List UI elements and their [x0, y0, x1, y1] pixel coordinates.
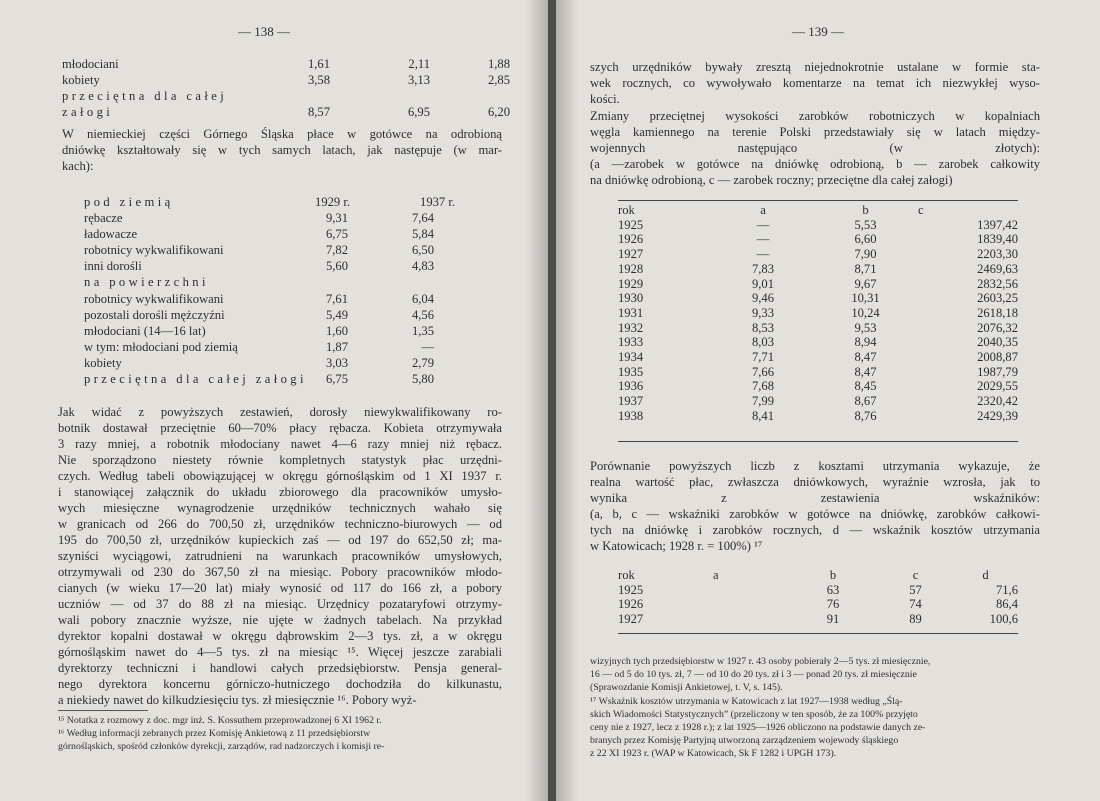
cell-value: 3,13 [407, 73, 430, 87]
table-cell: 1937 [618, 394, 644, 409]
table-cell: 1926 [618, 232, 644, 247]
text-line: realna wartość płac, zwłaszcza dniówkowych, wyraźnie wzrosła, jak to [590, 475, 1040, 489]
cell-value: 2,11 [408, 57, 430, 71]
table-cell: 1936 [618, 379, 644, 394]
text-line: na dniówkę odrobioną, c — zarobek roczny; przeciętne dla całej załogi) [590, 173, 953, 187]
table-cell: 10,24 [851, 305, 880, 320]
text-line: uczniów — od 37 do 88 zł na miesiąc. Urzędnicy pozataryfowi otrzymy- [58, 597, 502, 611]
table-row [618, 262, 1018, 277]
cell-value: 1,87 [325, 339, 348, 354]
table-row [618, 218, 1018, 233]
column-header: 1929 r. [315, 195, 350, 209]
table-cell: 2040,35 [977, 335, 1018, 350]
gutter-shadow [556, 0, 578, 801]
page-number-left: — 138 — [238, 24, 290, 39]
text-line: węgla kamiennego na terenie Polski przedstawiały się w latach między- [590, 125, 1040, 139]
table-cell: 63 [826, 582, 840, 597]
table-row [618, 612, 1018, 627]
row-label: młodociani (14—16 lat) [84, 323, 206, 338]
text-line: cianych (w wieku 17—20 lat) miały wynosić od 117 do 166 zł, a pobory [58, 581, 502, 595]
text-line: czych. Według tabeli obowiązującej w okręgu górnośląskim od 1 XI 1937 r. [58, 469, 502, 483]
text-line: tych na dniówkę i zarobków rocznych, d — wskaźnik kosztów utrzymania [590, 523, 1040, 537]
cell-value: 7,61 [325, 291, 348, 306]
cell-value: 8,57 [307, 105, 330, 119]
cell-value: 6,95 [407, 105, 430, 119]
table-section-label: pod ziemią [84, 195, 174, 209]
cell-value: 2,79 [411, 355, 434, 370]
table-cell: 7,71 [751, 350, 775, 365]
footnote-line: ceny nie z 1927, lecz z 1928 r.); z lat 1925—1926 obliczono na podstawie danych ze- [590, 722, 926, 734]
footnote-line: 16 — od 5 do 10 tys. zł, 7 — od 10 do 20 tys. zł i 3 — ponad 20 tys. zł miesięcznie [590, 669, 917, 681]
table-cell: 2029,55 [977, 379, 1018, 394]
page-number-right: — 139 — [792, 24, 844, 39]
table-row [618, 379, 1018, 394]
text-line: 195 do 700,50 zł, urzędników kupieckich zaś — od 197 do 652,50 zł; ma- [58, 533, 502, 547]
table-cell: 89 [909, 612, 922, 627]
table-cell: 1935 [618, 364, 644, 379]
table-cell: 1925 [618, 217, 644, 232]
table1-top-rule [618, 200, 1018, 201]
table1-bottom-rule [618, 441, 1018, 442]
cell-value: 4,56 [411, 307, 434, 322]
table-cell: 2618,18 [977, 305, 1018, 320]
column-header: rok [618, 203, 635, 217]
cell-value: 5,60 [325, 259, 348, 274]
table-cell: 1933 [618, 335, 644, 350]
column-header: rok [618, 568, 635, 582]
footnote-rule [58, 710, 148, 711]
row-label: ładowacze [84, 227, 138, 242]
column-header: b [829, 568, 837, 582]
text-line: (a —zarobek w gotówce na dniówkę odrobioną, b — zarobek całkowity [590, 157, 1040, 171]
cell-value: 2,85 [487, 73, 510, 87]
table-cell: 9,01 [751, 276, 775, 291]
cell-value: — [421, 339, 434, 354]
text-line: Zmiany przeciętnej wysokości zarobków robotniczych w kopalniach [590, 109, 1040, 123]
table-cell: 1987,79 [977, 364, 1018, 379]
table-cell: 8,41 [751, 408, 775, 423]
cell-value: 6,75 [325, 227, 348, 242]
table-cell: 8,76 [854, 408, 877, 423]
table-cell: 57 [909, 582, 922, 597]
table-cell: 5,53 [854, 217, 877, 232]
text-line: Nie sporządzono niestety równie kompletnych statystyk płac urzędni- [58, 453, 502, 467]
right-paragraph-2 [590, 108, 1040, 188]
index-table [618, 568, 1018, 627]
table-cell: 2008,87 [977, 350, 1018, 365]
text-line: (a, b, c — wskaźniki zarobków w gotówce na dniówkę, zarobków całkowi- [590, 507, 1040, 521]
text-line: dyrektorzy techniczni i handlowi całych przedsiębiorstw. Pensja general- [58, 661, 502, 675]
right-paragraph-3 [590, 458, 1040, 554]
table-row [618, 409, 1018, 424]
text-line: wynika z zestawienia wskaźników: [590, 491, 1040, 505]
cell-value: 7,82 [325, 243, 348, 258]
cell-value: 5,80 [411, 372, 434, 386]
column-header: c [912, 568, 919, 582]
row-label: pozostali dorośli mężczyźni [84, 307, 225, 322]
table-cell: 1931 [618, 305, 644, 320]
table-cell [713, 583, 788, 598]
table-cell: 2603,25 [977, 291, 1018, 306]
table-cell: 1926 [618, 597, 644, 612]
gutter-shadow [526, 0, 548, 801]
column-header: a [760, 203, 766, 217]
table-cell [713, 612, 788, 627]
text-line: w granicach od 266 do 700,50 zł, urzędników techniczno-biurowych — od [58, 517, 502, 531]
cell-value: 1,61 [307, 57, 330, 71]
table-cell: 74 [909, 597, 922, 612]
table-row [618, 306, 1018, 321]
table-cell: 2320,42 [977, 394, 1018, 409]
table-cell: 1934 [618, 350, 644, 365]
table-cell: 1930 [618, 291, 644, 306]
table-cell: 1938 [618, 408, 644, 423]
cell-value: 9,31 [325, 211, 348, 225]
table-cell: 8,71 [854, 261, 877, 276]
table-cell: 7,90 [854, 247, 877, 262]
cell-value: 4,83 [411, 259, 434, 274]
text-line: w Katowicach; 1928 r. = 100%) ¹⁷ [590, 539, 763, 553]
table-cell: 9,53 [854, 320, 877, 335]
table-cell: 7,68 [751, 379, 775, 394]
table-row [618, 335, 1018, 350]
table-cell: 2832,56 [977, 276, 1018, 291]
text-line: botnik dostawał przeciętnie 60—70% płacy rębacza. Kobieta otrzymywała [58, 421, 502, 435]
footnote-line: górnośląskich, spośród członków dyrekcji, zarządów, rad nadzorczych i komisji re- [58, 741, 385, 753]
footnote-line: skich Wiadomości Statystycznych” (przeliczony w ten sposób, że za 100% przyjęto [590, 708, 918, 720]
cell-value: 6,75 [325, 372, 348, 386]
table-cell: 8,45 [854, 379, 877, 394]
row-label: na powierzchni [84, 275, 209, 290]
table-cell: 9,67 [854, 276, 877, 291]
text-line: wojennych następująco (w złotych): [590, 141, 1040, 155]
text-line: szych urzędników bywały zresztą niejednokrotnie ustalane w formie sta- [590, 60, 1040, 74]
cell-value: 3,58 [307, 73, 330, 87]
table-cell: 8,53 [751, 320, 775, 335]
text-line: dniówkę kształtowały się w tych samych latach, jak następuje (w mar- [62, 143, 502, 157]
right-page [556, 0, 1100, 801]
text-line: wek rocznych, co wywoływało komentarze na temat ich niezwykłej wyso- [590, 76, 1040, 90]
table-row [618, 247, 1018, 262]
row-label: inni dorośli [84, 259, 142, 274]
column-header: b [862, 203, 869, 217]
text-line: wych miesięczne wynagrodzenie urzędników technicznych wahało się [58, 501, 502, 515]
table-row [618, 583, 1018, 598]
row-label: w tym: młodociani pod ziemią [84, 339, 238, 354]
table-row [618, 365, 1018, 380]
table-cell [713, 597, 788, 612]
table-cell: 7,66 [751, 364, 775, 379]
table-cell: 6,60 [854, 232, 877, 247]
footnote-line: ¹⁵ Notatka z rozmowy z doc. mgr inż. S. Kossuthem przeprowadzonej 6 XI 1962 r. [58, 715, 382, 726]
row-label: załogi [62, 105, 114, 119]
footnote-line: wizyjnych tych przedsiębiorstw w 1927 r. 43 osoby pobierały 2—5 tys. zł miesięcznie, [590, 656, 931, 667]
column-header: a [713, 568, 719, 582]
text-line: otrzymywali od 230 do 367,50 zł na miesiąc. Pobory pracowników młodo- [58, 565, 502, 579]
footnote-line: (Sprawozdanie Komisji Ankietowej, t. V, s. 145). [590, 682, 783, 694]
table-cell: 8,94 [854, 335, 877, 350]
row-label: młodociani [62, 57, 119, 71]
table-cell: 2076,32 [977, 320, 1018, 335]
text-line: Porównanie powyższych liczb z kosztami utrzymania wykazuje, że [590, 459, 1040, 473]
left-footnotes [58, 714, 502, 754]
text-line: górnośląskim nawet do 4—5 tys. zł na miesiąc ¹⁵. Więcej jeszcze zarabiali [58, 645, 502, 659]
table-cell: — [756, 217, 770, 232]
table-cell: 9,33 [751, 305, 775, 320]
text-line: szyniści wyciągowi, zatrudnieni na warunkach pracowników umysłowych, [58, 549, 502, 563]
row-label: przeciętna dla całej załogi [84, 372, 307, 386]
column-header: 1937 r. [420, 195, 455, 209]
text-line: W niemieckiej części Górnego Śląska płace w gotówce na odrobioną [62, 127, 502, 141]
table-cell: 91 [826, 612, 840, 627]
row-label: robotnicy wykwalifikowani [84, 291, 224, 306]
table-cell: 1927 [618, 612, 644, 627]
table-cell: 1928 [618, 261, 644, 276]
table-cell: 1929 [618, 276, 644, 291]
row-label: kobiety [62, 73, 100, 87]
footnote-line: ¹⁶ Według informacji zebranych przez Komisję Ankietową z 11 przedsiębiorstw [58, 728, 371, 740]
row-label: przeciętna dla całej [62, 89, 228, 103]
table-cell: 100,6 [989, 612, 1018, 627]
table-row [618, 350, 1018, 365]
column-header: d [982, 568, 989, 582]
footnote-line: ¹⁷ Wskaźnik kosztów utrzymania w Katowicach z lat 1927—1938 według „Ślą- [590, 695, 903, 707]
text-line: dyrektor kopalni dostawał w okręgu dąbrowskim 2—3 tys. zł, a w okręgu [58, 629, 502, 643]
text-line: nego dyrektora koncernu górniczo-hutniczego dochodziła do kilkunastu, [58, 677, 502, 691]
header-row [618, 568, 1018, 583]
row-label: kobiety [84, 355, 122, 370]
table-cell: 76 [826, 597, 840, 612]
row-label: robotnicy wykwalifikowani [84, 243, 224, 258]
table-cell: 7,83 [751, 261, 775, 276]
cell-value: 3,03 [325, 355, 348, 370]
table-cell: 8,67 [854, 394, 877, 409]
cell-value: 5,84 [411, 227, 434, 242]
cell-value: 6,04 [411, 291, 434, 306]
right-paragraph-1 [590, 59, 1040, 107]
cell-value: 1,60 [325, 323, 348, 338]
column-header: c [918, 203, 924, 217]
table-row [618, 597, 1018, 612]
cell-value: 5,49 [325, 307, 348, 322]
table-row [618, 277, 1018, 292]
wages-table-1925-1938 [618, 203, 1018, 424]
table-cell: 71,6 [995, 582, 1018, 597]
cell-value: 6,20 [487, 105, 510, 119]
text-line: kach): [62, 159, 94, 173]
row-label: rębacze [84, 211, 123, 225]
table-row [618, 291, 1018, 306]
left-paragraph-2 [58, 404, 502, 708]
table-cell: 9,46 [751, 291, 775, 306]
text-line: i stanowiącej załącznik do układu zbiorowego dla pracowników umysło- [58, 485, 502, 499]
table-cell: 1932 [618, 320, 644, 335]
table-cell: — [756, 232, 770, 247]
table-cell: — [756, 247, 770, 262]
cell-value: 6,50 [411, 243, 434, 258]
text-line: wali pobory znacznie wyższe, nie ujęte w żadnych tabelach. Na przykład [58, 613, 502, 627]
table-row [618, 394, 1018, 409]
table-cell: 86,4 [995, 597, 1018, 612]
table2-bottom-rule [618, 633, 1018, 634]
footnote-line: z 22 XI 1923 r. (WAP w Katowicach, Sk F 1282 i UPGH 173). [590, 748, 837, 760]
text-line: kości. [590, 92, 620, 106]
table-row [618, 232, 1018, 247]
text-line: a niekiedy nawet do kilkudziesięciu tys. zł miesięcznie ¹⁶. Pobory wyż- [58, 693, 417, 707]
cell-value: 1,88 [487, 57, 510, 71]
text-line: Jak widać z powyższych zestawień, dorosły niewykwalifikowany ro- [58, 405, 502, 419]
table-cell: 2469,63 [977, 261, 1018, 276]
cell-value: 1,35 [411, 323, 434, 338]
table-cell: 1397,42 [977, 217, 1018, 232]
table-cell: 10,31 [851, 291, 880, 306]
left-page [0, 0, 548, 801]
table-cell: 7,99 [751, 394, 775, 409]
table-cell: 1925 [618, 582, 644, 597]
right-footnotes [590, 655, 1040, 761]
cell-value: 7,64 [411, 211, 434, 225]
footnote-line: branych przez Komisję Partyjną utworzoną zarządzeniem wojewody śląskiego [590, 735, 899, 747]
table-cell: 8,47 [854, 364, 877, 379]
table-cell: 2429,39 [977, 408, 1018, 423]
left-paragraph-1 [62, 126, 502, 174]
table-row [618, 321, 1018, 336]
table-cell: 8,03 [751, 335, 775, 350]
table-cell: 1927 [618, 247, 644, 262]
table-cell: 2203,30 [977, 247, 1018, 262]
text-line: 3 razy mniej, a robotnik młodociany nawet 4—6 razy mniej niż rębacz. [58, 437, 502, 451]
table-cell: 1839,40 [977, 232, 1018, 247]
header-row [618, 203, 1018, 218]
table-cell: 8,47 [854, 350, 877, 365]
